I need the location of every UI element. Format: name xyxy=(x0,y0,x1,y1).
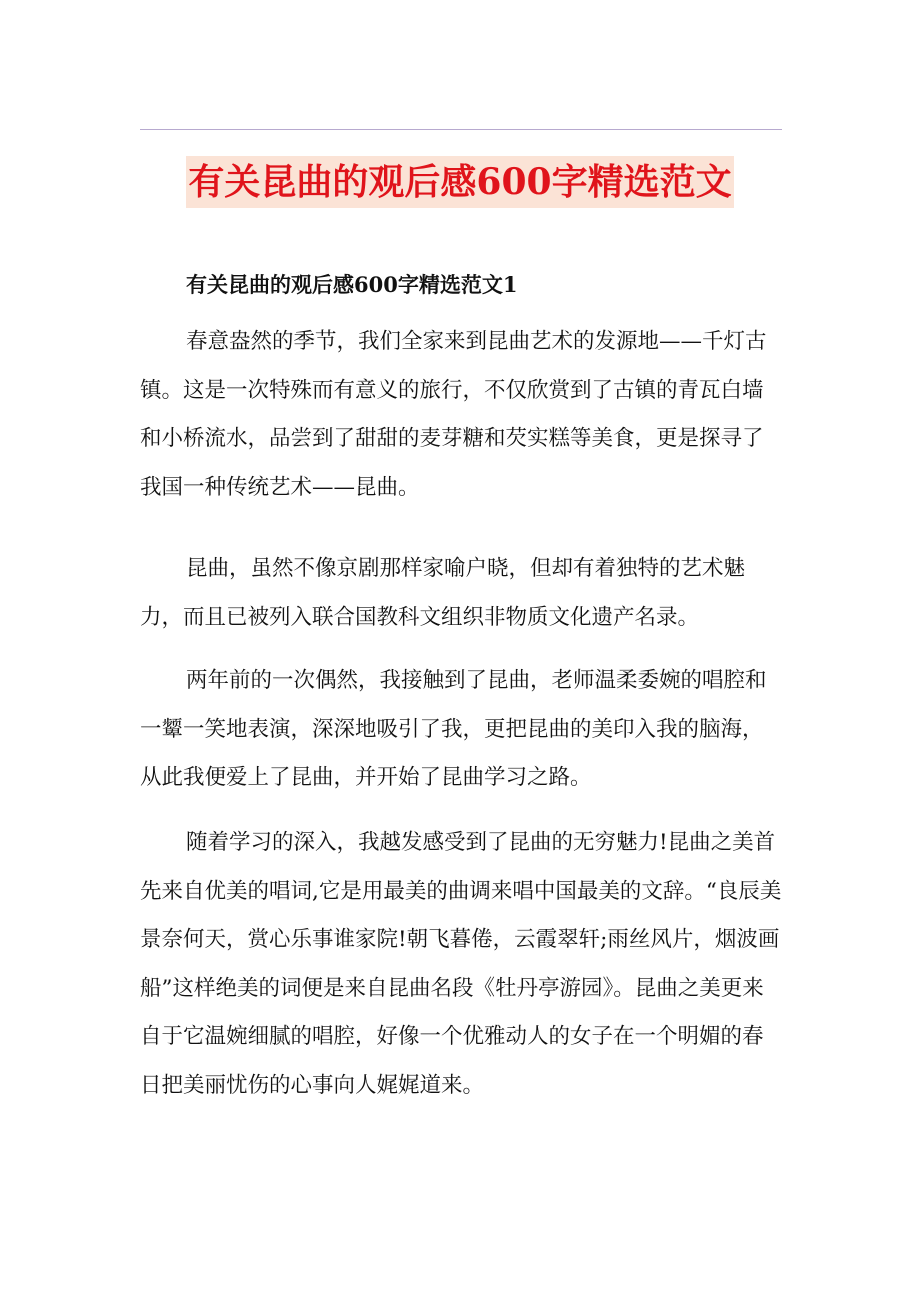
paragraph-2: 昆曲，虽然不像京剧那样家喻户晓，但却有着独特的艺术魅力，而且已被列入联合国教科文组织非物质文化遗产名录。 xyxy=(140,556,746,630)
paragraph-1: 春意盎然的季节，我们全家来到昆曲艺术的发源地——千灯古镇。这是一次特殊而有意义的旅行，不仅欣赏到了古镇的青瓦白墙和小桥流水，品尝到了甜甜的麦芽糖和芡实糕等美食，更是探寻了我国一种传统艺术——昆曲。 xyxy=(140,329,767,500)
section-subtitle: 有关昆曲的观后感600字精选范文1 xyxy=(186,272,518,297)
document-title: 有关昆曲的观后感600字精选范文 xyxy=(186,156,733,208)
paragraph-3: 两年前的一次偶然，我接触到了昆曲，老师温柔委婉的唱腔和一颦一笑地表演，深深地吸引了我，更把昆曲的美印入我的脑海，从此我便爱上了昆曲，并开始了昆曲学习之路。 xyxy=(140,668,767,790)
paragraph-4: 随着学习的深入，我越发感受到了昆曲的无穷魅力!昆曲之美首先来自优美的唱词,它是用最美的曲调来唱中国最美的文辞。“良辰美景奈何天，赏心乐事谁家院!朝飞暮倦，云霞翠轩;雨丝风片，烟波画船”这样绝美的词便是来自昆曲名段《牡丹亭游园》。昆曲之美更来自于它温婉细腻的唱腔，好像一个优雅动人的女子在一个明媚的春日把美丽忧伤的心事向人娓娓道来。 xyxy=(140,830,782,1098)
header-rule xyxy=(140,129,782,130)
title-container xyxy=(0,156,920,208)
